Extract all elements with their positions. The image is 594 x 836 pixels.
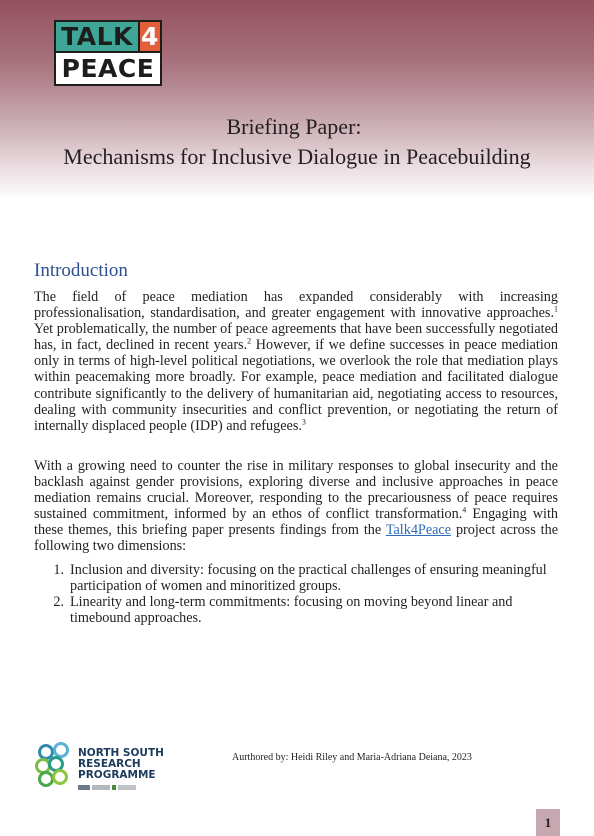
talk4peace-logo bbox=[54, 20, 162, 86]
talk4peace-link[interactable]: Talk4Peace bbox=[385, 522, 452, 539]
page-number-tab: 1 bbox=[536, 809, 560, 836]
intro-paragraph-1 bbox=[34, 289, 558, 434]
p2-text-b: Engaging with these themes, this briefing paper presents findings from the bbox=[34, 506, 558, 539]
p1-text-b: Yet problematically, the number of peace agreements that have been successfully negotiated has, in fact, declined in recent years. bbox=[34, 321, 558, 354]
nsrp-line-3: PROGRAMME bbox=[78, 769, 156, 781]
intro-paragraph-2 bbox=[34, 458, 558, 555]
list-item bbox=[34, 562, 558, 594]
p2-text-a: With a growing need to counter the rise in military responses to global insecurity and the backlash against gender provisions, exploring diverse and inclusive approaches in peace mediation remains crucial. Moreover, responding to the precariousness of peace requires sustained commitment, informed by an ethos of conflict transformation. bbox=[34, 458, 558, 523]
nsrp-line-2: RESEARCH bbox=[78, 758, 141, 770]
list-item bbox=[34, 594, 558, 626]
north-south-research-programme-logo bbox=[34, 742, 184, 798]
dimensions-list bbox=[34, 562, 558, 626]
list-item-text: Inclusion and diversity: focusing on the practical challenges of ensuring meaningful participation of women and minoritized groups. bbox=[70, 562, 547, 595]
p1-text-a: The field of peace mediation has expanded considerably with increasing professionalisation, standardisation, and greater engagement with innovative approaches. bbox=[34, 289, 558, 322]
nsrp-wordmark bbox=[78, 748, 164, 781]
logo-four: 4 bbox=[140, 20, 162, 53]
list-item-text: Linearity and long-term commitments: focusing on moving beyond linear and timebound approaches. bbox=[70, 594, 513, 627]
document-title-line2: Mechanisms for Inclusive Dialogue in Peacebuilding bbox=[63, 144, 531, 169]
footnote-2[interactable]: 2 bbox=[247, 336, 252, 346]
logo-talk: TALK bbox=[54, 20, 140, 53]
footnote-1[interactable]: 1 bbox=[554, 304, 558, 314]
author-credit: Aurthored by: Heidi Riley and Maria-Adriana Deiana, 2023 bbox=[232, 752, 472, 763]
p1-text-c: However, if we define successes in peace mediation only in terms of high-level political negotiations, we overlook the role that mediation plays within peacemaking more broadly. For example, peace mediation and facilitated dialogue contribute significantly to the delivery of humanitarian aid, negotiating access to resources, dealing with community insecurities and conflict prevention, or negotiating the return of internally displaced people (IDP) and refugees. bbox=[34, 337, 558, 434]
list-item-number: 2. bbox=[53, 594, 64, 611]
p2-text-c: project across the following two dimensions: bbox=[34, 522, 558, 555]
list-item-number: 1. bbox=[53, 562, 64, 578]
nsrp-line-1: NORTH SOUTH bbox=[78, 747, 164, 759]
document-title-line1: Briefing Paper: bbox=[226, 114, 362, 139]
nsrp-rings-icon bbox=[34, 742, 76, 788]
footnote-4[interactable]: 4 bbox=[462, 505, 467, 515]
footnote-3[interactable]: 3 bbox=[301, 417, 306, 427]
funder-logos-icon bbox=[78, 784, 138, 792]
introduction-heading: Introduction bbox=[34, 260, 128, 281]
logo-peace: PEACE bbox=[54, 53, 162, 86]
